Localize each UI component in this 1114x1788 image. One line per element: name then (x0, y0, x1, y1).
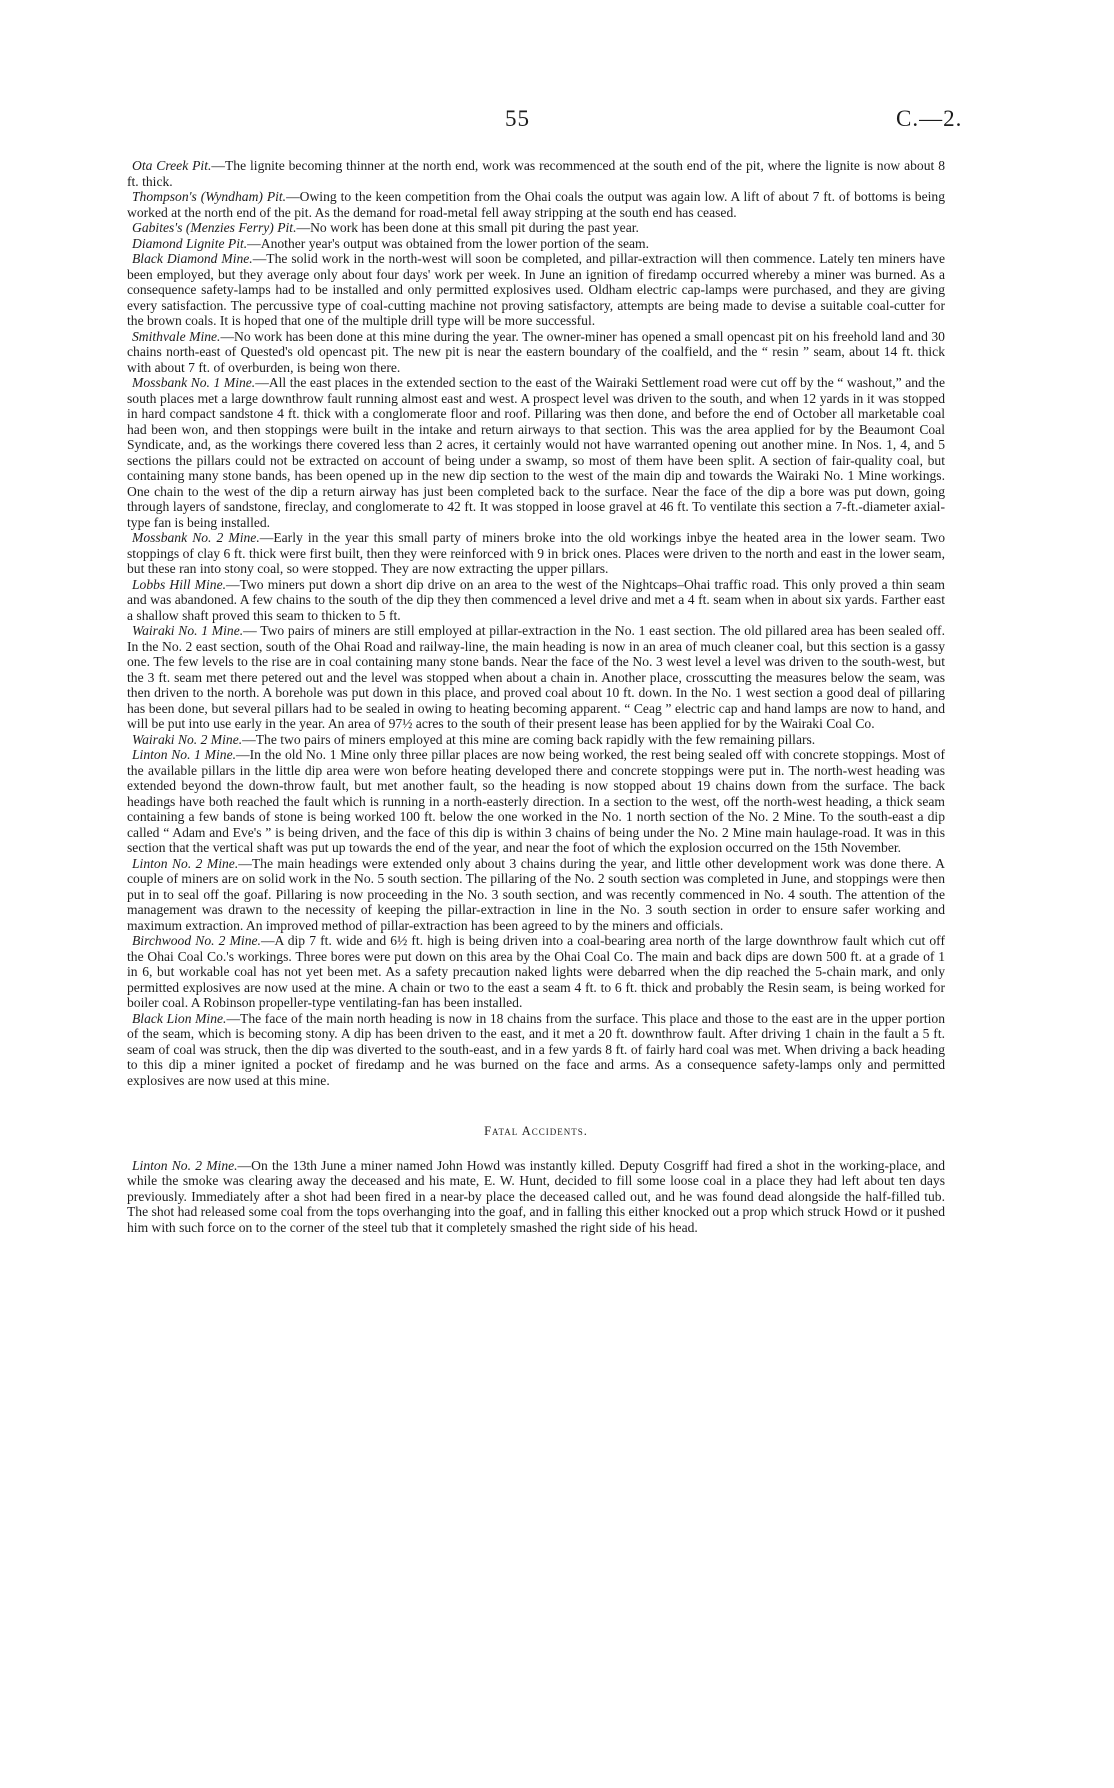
paragraph-text: —The lignite becoming thinner at the north end, work was recommenced at the south end of the pit, where the lignite is now about 8 ft. thick. (127, 158, 945, 189)
paragraph-text: —The main headings were extended only about 3 chains during the year, and little other development work was done there. A couple of miners are on solid work in the No. 5 south section. The pillaring of the No. 2 south section was completed in June, and stoppings were then put in to seal off the goaf. Pillaring is now proceeding in the No. 3 south section, and was recently commenced in No. 4 south. The attention of the management was drawn to the necessity of keeping the pillar-extraction in line in the No. 3 south section in order to ensure safer working and maximum extraction. An improved method of pillar-extraction has been agreed to by the miners and officials. (127, 855, 946, 933)
paragraph-wairaki-2 (127, 732, 945, 748)
paragraph-lobbs-hill (127, 577, 945, 624)
paragraph-black-diamond (127, 251, 945, 329)
paragraph-lead: Lobbs Hill Mine. (132, 576, 227, 592)
paragraph-lead: Mossbank No. 1 Mine. (132, 375, 256, 390)
paragraph-text: —A dip 7 ft. wide and 6½ ft. high is being driven into a coal-bearing area north of the large downthrow fault which cut off the Ohai Coal Co.'s workings. Three bores were put down on this area by the Ohai Coal Co. The main and back dips are down 500 ft. at a grade of 1 in 6, but workable coal has not yet been met. As a safety precaution naked lights were debarred when the dip reached the 5-chain mark, and only permitted explosives are now used at the mine. A chain or two to the east a seam 4 ft. to 6 ft. thick and probably the Resin seam, is being worked for boiler coal. A Robinson propeller-type ventilating-fan has been installed. (127, 933, 945, 1010)
paragraph-diamond-lignite (127, 236, 945, 252)
paragraph-wairaki-1 (127, 623, 945, 732)
paragraph-text: — Two pairs of miners are still employed at pillar-extraction in the No. 1 east section. The old pillared area has been sealed off. In the No. 2 east section, south of the Ohai Road and railway-line, the main heading is now in an area of much cleaner coal, but this section is a gassy one. The few levels to the rise are in coal containing many stone bands. Near the face of the No. 3 west level a level was driven to the south-west, but the 3 ft. seam met there petered out and the level was stopped when about a chain in. Another place, crosscutting the measures below the seam, was then driven to the north. A borehole was put down in this place, and proved coal about 10 ft. down. In the No. 1 west section a good deal of pillaring has been done, but several pillars had to be sealed in owing to heating becoming apparent. “ Ceag ” electric cap and hand lamps are now to hand, and will be put into use early in the year. An area of 97½ acres to the south of their present lease has been applied for by the Wairaki Coal Co. (127, 623, 945, 731)
paragraph-lead: Wairaki No. 1 Mine. (132, 623, 244, 638)
paragraph-text: —The solid work in the north-west will soon be completed, and pillar-extraction will then commence. Lately ten miners have been employed, but they average only about four days' work per week. In June an ignition of firedamp occurred whereby a miner was burned. As a consequence safety-lamps had to be installed and only permitted explosives used. Oldham electric cap-lamps were purchased, and they are giving every satisfaction. The percussive type of coal-cutting machine not proving satisfactory, attempts are being made to devise a suitable coal-cutter for the brown coals. It is hoped that one of the multiple drill type will be more successful. (127, 251, 945, 328)
paragraph-lead: Wairaki No. 2 Mine. (132, 731, 243, 747)
paragraph-lead: Ota Creek Pit. (132, 158, 212, 173)
paragraph-lead: Black Lion Mine. (132, 1010, 227, 1026)
paragraph-smithvale (127, 329, 945, 376)
section-heading-fatal-accidents: Fatal Accidents. (484, 1124, 588, 1138)
paragraph-mossbank-1 (127, 375, 945, 530)
paragraph-lead: Birchwood No. 2 Mine. (132, 933, 261, 948)
paragraph-lead: Linton No. 2 Mine. (132, 855, 239, 871)
paragraph-lead: Black Diamond Mine. (132, 251, 253, 266)
document-reference: C.—2. (896, 106, 963, 131)
paragraph-text: —Two miners put down a short dip drive on an area to the west of the Nightcaps–Ohai traffic road. This only proved a thin seam and was abandoned. A few chains to the south of the dip they then commenced a level drive and met a 4 ft. seam when in about six yards. Farther east a shallow shaft proved this seam to thicken to 5 ft. (127, 576, 945, 623)
paragraph-text: —The two pairs of miners employed at this mine are coming back rapidly with the few remaining pillars. (242, 731, 816, 747)
paragraph-fatal-accident (127, 1158, 945, 1236)
paragraph-text: —Early in the year this small party of miners broke into the old workings inbye the heated area in the lower seam. Two stoppings of clay 6 ft. thick were first built, then they were reinforced with 9 in brick ones. Places were driven to the north and east in the lower seam, but these ran into stony coal, so were stopped. They are now extracting the upper pillars. (127, 530, 945, 576)
paragraph-text: —No work has been done at this small pit during the past year. (296, 220, 639, 235)
paragraph-birchwood-2 (127, 933, 945, 1011)
paragraph-lead: Linton No. 1 Mine. (132, 747, 237, 762)
paragraph-lead: Diamond Lignite Pit. (132, 235, 248, 251)
paragraph-text: —No work has been done at this mine during the year. The owner-miner has opened a small opencast pit on his freehold land and 30 chains north-east of Quested's old opencast pit. The new pit is near the eastern boundary of the coalfield, and the “ resin ” seam, about 14 ft. thick with about 7 ft. of overburden, is being won there. (127, 328, 945, 375)
paragraph-text: —Owing to the keen competition from the Ohai coals the output was again low. A lift of about 7 ft. of bottoms is being worked at the north end of the pit. As the demand for road-metal fell away stripping at the south end has ceased. (127, 189, 945, 220)
page-number: 55 (505, 106, 530, 131)
paragraph-linton-2 (127, 856, 945, 934)
paragraph-ota-creek (127, 158, 945, 189)
paragraph-thompsons (127, 189, 945, 220)
paragraph-text: —On the 13th June a miner named John Howd was instantly killed. Deputy Cosgriff had fired a shot in the working-place, and while the smoke was clearing away the deceased and his mate, E. W. Hunt, decided to fill some loose coal in a place they had left about ten days previously. Immediately after a shot had been fired in a near-by place the deceased called out, and he was found dead alongside the half-filled tub. The shot had released some coal from the tops overhanging into the goaf, and in falling this either knocked out a prop which struck Howd or it pushed him with such force on to the corner of the steel tub that it completely smashed the right side of his head. (127, 1157, 945, 1235)
paragraph-text: —In the old No. 1 Mine only three pillar places are now being worked, the rest being sealed off with concrete stoppings. Most of the available pillars in the little dip area were won before heating developed there and concrete stoppings were put in. The north-west heading was extended beyond the down-throw fault, but met another fault, so the heading is now stopped about 19 chains down from the surface. The back headings have both reached the fault which is running in a north-easterly direction. In a section to the west, off the north-west heading, a thick seam containing a few bands of stone is being worked 100 ft. below the one worked in the No. 1 north section of the No. 2 Mine. To the south-east a dip called “ Adam and Eve's ” is being driven, and the face of this dip is within 3 chains of being under the No. 2 Mine main haulage-road. It was in this section that the vertical shaft was put up towards the end of the year, and near the foot of which the explosion occurred on the 15th November. (127, 747, 945, 855)
paragraph-text: —The face of the main north heading is now in 18 chains from the surface. This place and those to the east are in the upper portion of the seam, which is becoming stony. A dip has been driven to the east, and it met a 20 ft. downthrow fault. After driving 1 chain in the fault a 5 ft. seam of coal was struck, then the dip was diverted to the south-east, and in a few yards 8 ft. of fairly hard coal was met. When driving a back heading to this dip a miner ignited a pocket of firedamp and he was burned on the face and arms. As a consequence safety-lamps only and permitted explosives are now used at this mine. (127, 1010, 945, 1088)
paragraph-lead: Gabites's (Menzies Ferry) Pit. (132, 220, 297, 235)
paragraph-text: —All the east places in the extended section to the east of the Wairaki Settlement road were cut off by the “ washout,” and the south places met a large downthrow fault running almost east and west. A prospect level was driven to the south, and when 12 yards in it was stopped in hard compact sandstone 4 ft. thick with a conglomerate floor and roof. Pillaring was then done, and before the end of October all marketable coal had been won, and then stoppings were built in the intake and return airways to that section. This was the area applied for by the Beaumont Coal Syndicate, and, as the workings there covered less than 2 acres, it certainly would not have warranted opening out another mine. In Nos. 1, 4, and 5 sections the pillars could not be extracted on account of being under a swamp, so most of them have been split. A section of fair-quality coal, but containing many stone bands, has been opened up in the new dip section to the west of the main dip and towards the Wairaki No. 1 Mine workings. One chain to the west of the dip a return airway has just been completed back to the surface. Near the face of the dip a bore was put down, going through layers of sandstone, fireclay, and conglomerate to 42 ft. It was stopped in loose gravel at 46 ft. To ventilate this section a 7-ft.-diameter axial-type fan is being installed. (127, 375, 945, 530)
paragraph-gabites (127, 220, 945, 236)
paragraph-mossbank-2 (127, 530, 945, 577)
paragraph-black-lion (127, 1011, 945, 1089)
paragraph-lead: Linton No. 2 Mine. (132, 1157, 238, 1173)
paragraph-lead: Thompson's (Wyndham) Pit. (132, 189, 287, 204)
paragraph-text: —Another year's output was obtained from the lower portion of the seam. (247, 235, 650, 251)
paragraph-lead: Smithvale Mine. (132, 328, 221, 344)
paragraph-lead: Mossbank No. 2 Mine. (132, 530, 260, 545)
document-body (127, 158, 945, 1235)
paragraph-linton-1 (127, 747, 945, 856)
